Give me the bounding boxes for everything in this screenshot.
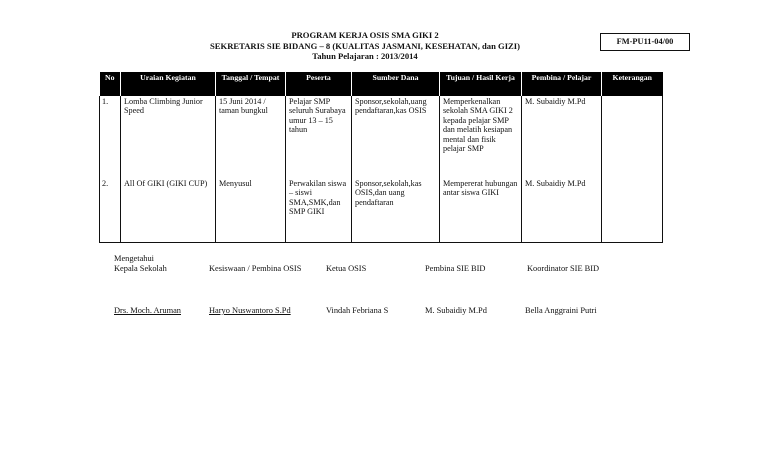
name-kesiswaan: Haryo Nuswantoro S.Pd [209,306,291,315]
col-header-no: No [100,72,121,96]
form-code-box: FM-PU11-04/00 [600,33,690,51]
document-title [200,30,530,62]
col-header-peserta: Peserta [286,72,352,96]
role-koordinator-sie: Koordinator SIE BID [527,264,600,273]
table-row [100,178,663,243]
title-line-1: PROGRAM KERJA OSIS SMA GIKI 2 [291,30,439,40]
cell-tanggal: 15 Juni 2014 / taman bungkul [216,96,286,178]
cell-tujuan: Memperkenalkan sekolah SMA GIKI 2 kepada pelajar SMP dan melatih kesiapan mental dan fisik pelajar SMP [440,96,522,178]
col-header-pembina: Pembina / Pelajar [522,72,602,96]
col-header-kegiatan: Uraian Kegiatan [121,72,216,96]
cell-tanggal: Menyusul [216,178,286,243]
cell-pembina: M. Subaidiy M.Pd [522,96,602,178]
cell-keterangan [602,96,663,178]
role-kesiswaan: Kesiswaan / Pembina OSIS [209,264,302,273]
cell-no: 1. [100,96,121,178]
name-pembina-sie: M. Subaidiy M.Pd [425,306,487,315]
name-kepala-sekolah: Drs. Moch. Aruman [114,306,181,315]
col-header-tanggal: Tanggal / Tempat [216,72,286,96]
role-ketua-osis: Ketua OSIS [326,264,367,273]
col-header-keterangan: Keterangan [602,72,663,96]
table-header-row [100,72,663,96]
cell-pembina: M. Subaidiy M.Pd [522,178,602,243]
cell-dana: Sponsor,sekolah,uang pendaftaran,kas OSIS [352,96,440,178]
title-line-2: SEKRETARIS SIE BIDANG – 8 (KUALITAS JASMANI, KESEHATAN, dan GIZI) [210,40,520,51]
name-ketua-osis: Vindah Febriana S [326,306,389,315]
cell-dana: Sponsor,sekolah,kas OSIS,dan uang pendaftaran [352,178,440,243]
cell-keterangan [602,178,663,243]
program-table [99,72,663,243]
mengetahui-label: Mengetahui [114,254,155,263]
cell-peserta: Perwakilan siswa – siswi SMA,SMK,dan SMP GIKI [286,178,352,243]
col-header-dana: Sumber Dana [352,72,440,96]
cell-kegiatan: All Of GIKI (GIKI CUP) [121,178,216,243]
table-row [100,96,663,178]
role-pembina-sie: Pembina SIE BID [425,264,486,273]
cell-peserta: Pelajar SMP seluruh Surabaya umur 13 – 15 tahun [286,96,352,178]
name-koordinator-sie: Bella Anggraini Putri [525,306,597,315]
title-line-3: Tahun Pelajaran : 2013/2014 [312,51,418,61]
cell-tujuan: Mempererat hubungan antar siswa GIKI [440,178,522,243]
role-kepala-sekolah: Kepala Sekolah [114,264,167,273]
col-header-tujuan: Tujuan / Hasil Kerja [440,72,522,96]
cell-kegiatan: Lomba Climbing Junior Speed [121,96,216,178]
cell-no: 2. [100,178,121,243]
